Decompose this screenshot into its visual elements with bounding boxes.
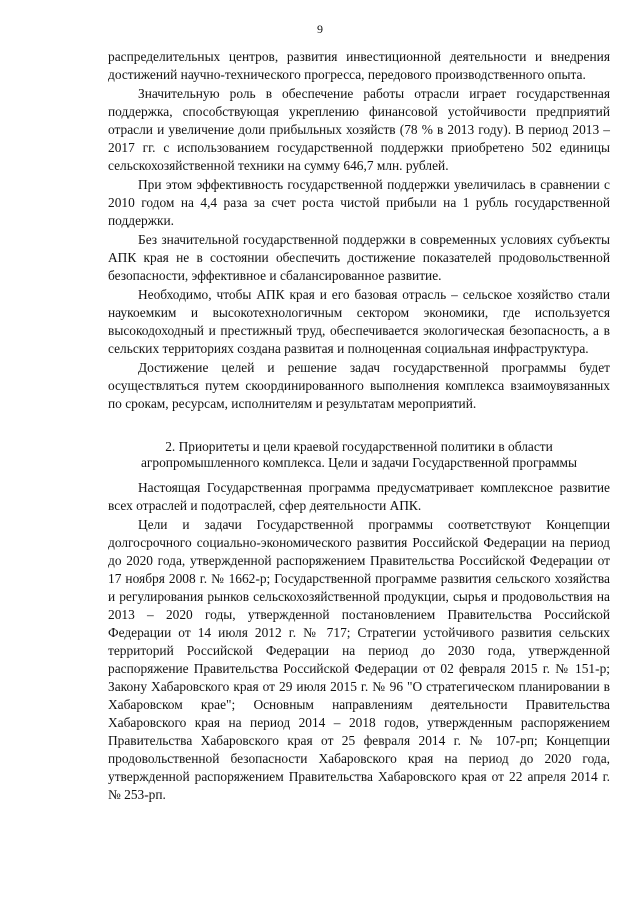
paragraph: Необходимо, чтобы АПК края и его базовая отрасль – сельское хозяйство стали наукоемким и высокотехнологичным сектором экономики, где используется высокодоходный и престижный труд, обеспечивается экологическая безопасность, а в сельских территориях создана развитая и полноценная социальная инфраструктура. [108, 287, 610, 356]
paragraph: Цели и задачи Государственной программы соответствуют Концепции долгосрочного социально-экономического развития Российской Федерации на период до 2020 года, утвержденной распоряжением Правительства Российской Федерации от 17 ноября 2008 г. № 1662-р; Государственной программе развития сельского хозяйства и регулирования рынков сельскохозяйственной продукции, сырья и продовольствия на 2013 – 2020 годы, утвержденной постановлением Правительства Российской Федерации от 14 июля 2012 г. № 717; Стратегии устойчивого развития сельских территорий Российской Федерации на период до 2030 года, утвержденной распоряжение Правительства Российской Федерации от 02 февраля 2015 г. № 151-р; Закону Хабаровского края от 29 июля 2015 г. № 96 "О стратегическом планировании в Хабаровском крае"; Основным направлениям деятельности Правительства Хабаровского края на период 2014 – 2018 годов, утвержденным распоряжением Правительства Хабаровского края от 25 февраля 2014 г. № 107-рп; Концепции продовольственной безопасности Хабаровского края на период до 2020 года, утвержденной распоряжением Правительства Хабаровского края от 22 апреля 2014 г. № 253-рп. [108, 517, 610, 802]
paragraph: Настоящая Государственная программа предусматривает комплексное развитие всех отраслей и подотраслей, сфер деятельности АПК. [108, 480, 610, 513]
page-number: 9 [317, 22, 323, 36]
section-heading-line: агропромышленного комплекса. Цели и задачи Государственной программы [140, 455, 578, 470]
document-body [108, 48, 610, 805]
paragraph: Без значительной государственной поддержки в современных условиях субъекты АПК края не в состоянии обеспечить достижение показателей продовольственной безопасности, эффективное и сбалансированное развитие. [108, 232, 610, 283]
paragraph: Достижение целей и решение задач государственной программы будет осуществляться путем скоординированного выполнения комплекса взаимоувязанных по срокам, ресурсам, исполнителям и результатам мероприятий. [108, 360, 610, 411]
section-heading-line: 2. Приоритеты и цели краевой государственной политики в области [165, 439, 553, 454]
section-heading [108, 439, 610, 471]
paragraph: распределительных центров, развития инвестиционной деятельности и внедрения достижений научно-технического прогресса, передового производственного опыта. [108, 49, 610, 82]
paragraph: При этом эффективность государственной поддержки увеличилась в сравнении с 2010 годом на 4,4 раза за счет роста чистой прибыли на 1 рубль государственной поддержки. [108, 177, 610, 228]
paragraph: Значительную роль в обеспечение работы отрасли играет государственная поддержка, способствующая укреплению финансовой устойчивости предприятий отрасли и увеличение доли прибыльных хозяйств (78 % в 2013 году). В период 2013 – 2017 гг. с использованием государственной поддержки приобретено 502 единицы сельскохозяйственной техники на сумму 646,7 млн. рублей. [108, 86, 610, 173]
